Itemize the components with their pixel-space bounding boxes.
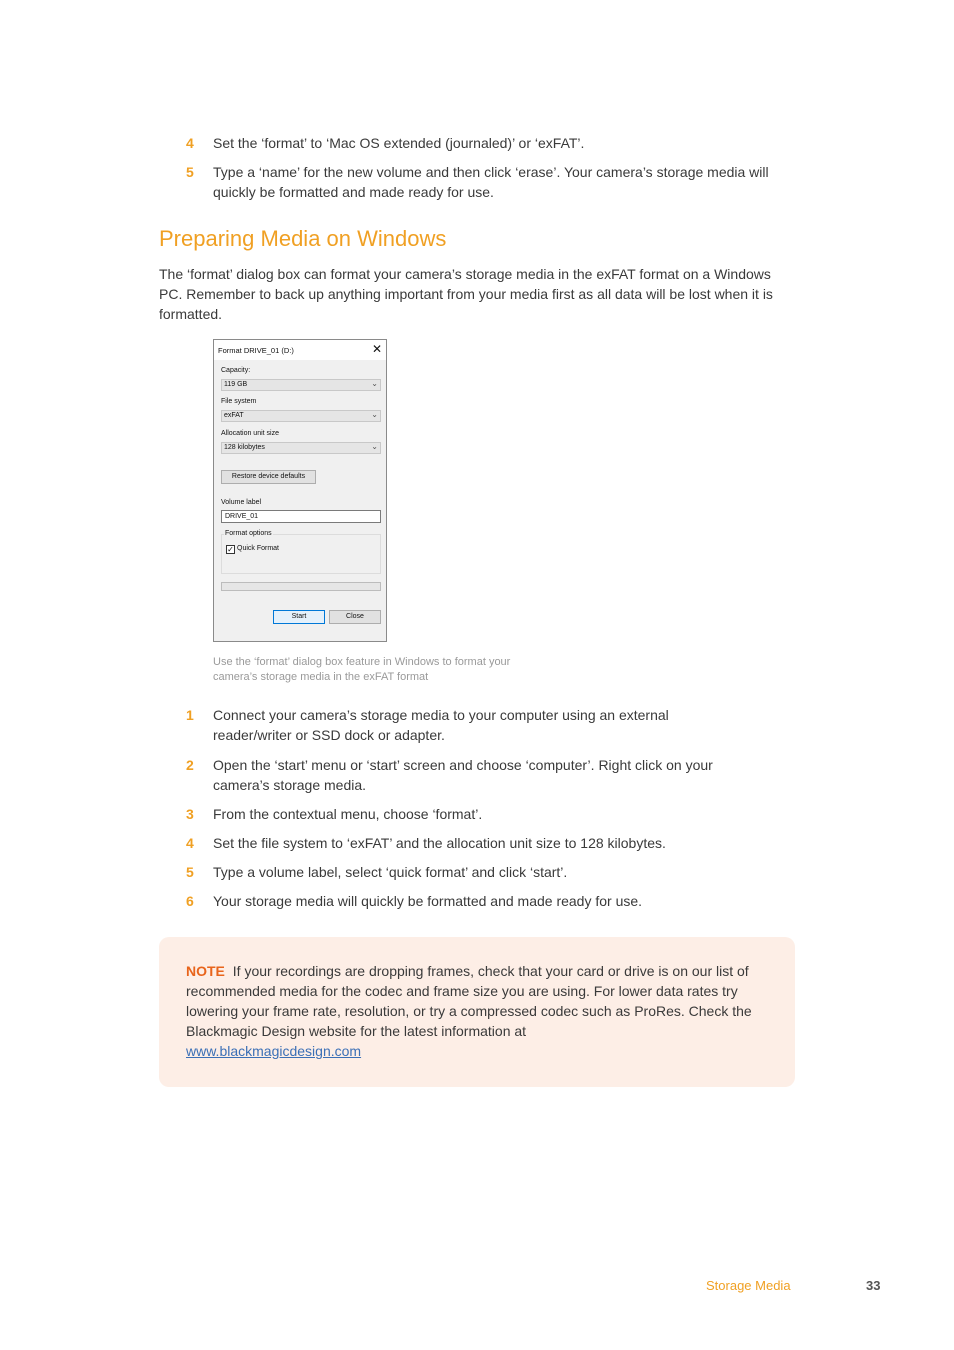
format-progress-bar bbox=[221, 582, 381, 591]
step-text: Open the ‘start’ menu or ‘start’ screen and choose ‘computer’. Right click on your camera’s storage media. bbox=[213, 757, 713, 793]
format-dialog bbox=[213, 339, 387, 642]
filesystem-label: File system bbox=[221, 398, 257, 405]
volume-label-input[interactable] bbox=[221, 510, 381, 523]
step-text: Connect your camera’s storage media to your computer using an external reader/writer or SSD dock or adapter. bbox=[213, 707, 669, 743]
step-text: Type a ‘name’ for the new volume and then click ‘erase’. Your camera’s storage media will quickly be formatted and made ready for use. bbox=[213, 164, 769, 200]
footer-section-name: Storage Media bbox=[706, 1278, 791, 1293]
figure-caption: Use the ‘format’ dialog box feature in Windows to format your camera’s storage media in the exFAT format bbox=[213, 656, 511, 683]
quick-format-label: Quick Format bbox=[237, 545, 280, 552]
note-text-block bbox=[186, 961, 766, 1061]
format-options-label: Format options bbox=[225, 530, 272, 537]
close-button[interactable]: Close bbox=[329, 610, 381, 624]
capacity-value: 119 GB bbox=[224, 381, 248, 388]
step-number: 5 bbox=[186, 164, 194, 180]
capacity-label: Capacity: bbox=[221, 367, 251, 374]
note-label: NOTE bbox=[186, 963, 225, 979]
check-icon: ✓ bbox=[227, 545, 234, 554]
format-options-group bbox=[221, 534, 381, 574]
dialog-titlebar bbox=[214, 340, 386, 360]
note-box bbox=[159, 937, 795, 1087]
step-number: 4 bbox=[186, 135, 194, 151]
step-number: 6 bbox=[186, 893, 194, 909]
section-title: Preparing Media on Windows bbox=[159, 226, 447, 251]
filesystem-select[interactable] bbox=[221, 410, 381, 422]
step-text: Type a volume label, select ‘quick format’ and click ‘start’. bbox=[213, 864, 568, 880]
volume-label-value: DRIVE_01 bbox=[225, 513, 259, 520]
step-number: 2 bbox=[186, 757, 194, 773]
website-link[interactable]: www.blackmagicdesign.com bbox=[186, 1043, 362, 1059]
step-number: 5 bbox=[186, 864, 194, 880]
capacity-select[interactable] bbox=[221, 379, 381, 391]
chevron-down-icon: ⌄ bbox=[371, 410, 378, 419]
step-number: 4 bbox=[186, 835, 194, 851]
intro-paragraph: The ‘format’ dialog box can format your camera’s storage media in the exFAT format on a Windows PC. Remember to back up anything important from your media first as all data will be lost when it is formatted. bbox=[159, 266, 773, 322]
step-text: Set the file system to ‘exFAT’ and the allocation unit size to 128 kilobytes. bbox=[213, 835, 666, 851]
close-icon[interactable]: ✕ bbox=[372, 342, 383, 356]
dialog-title: Format DRIVE_01 (D:) bbox=[218, 346, 294, 355]
start-button[interactable]: Start bbox=[273, 610, 325, 624]
allocation-label: Allocation unit size bbox=[221, 430, 279, 437]
volume-label-label: Volume label bbox=[221, 499, 262, 506]
chevron-down-icon: ⌄ bbox=[371, 379, 378, 388]
step-text: Set the ‘format’ to ‘Mac OS extended (journaled)’ or ‘exFAT’. bbox=[213, 135, 585, 151]
step-number: 3 bbox=[186, 806, 194, 822]
quick-format-checkbox[interactable] bbox=[226, 545, 235, 554]
step-text: Your storage media will quickly be formatted and made ready for use. bbox=[213, 893, 643, 909]
filesystem-value: exFAT bbox=[224, 412, 244, 419]
allocation-value: 128 kilobytes bbox=[224, 444, 265, 451]
chevron-down-icon: ⌄ bbox=[371, 442, 378, 451]
restore-defaults-button[interactable]: Restore device defaults bbox=[221, 470, 316, 484]
step-number: 1 bbox=[186, 707, 194, 723]
note-body: If your recordings are dropping frames, check that your card or drive is on our list of recommended media for the codec and frame size you are using. For lower data rates try lowering your frame rate, resolution, or try a compressed codec such as ProRes. Check the Blackmagic Design website for the latest information at bbox=[186, 963, 752, 1039]
allocation-select[interactable] bbox=[221, 442, 381, 454]
page-number: 33 bbox=[866, 1278, 881, 1293]
step-text: From the contextual menu, choose ‘format’. bbox=[213, 806, 483, 822]
